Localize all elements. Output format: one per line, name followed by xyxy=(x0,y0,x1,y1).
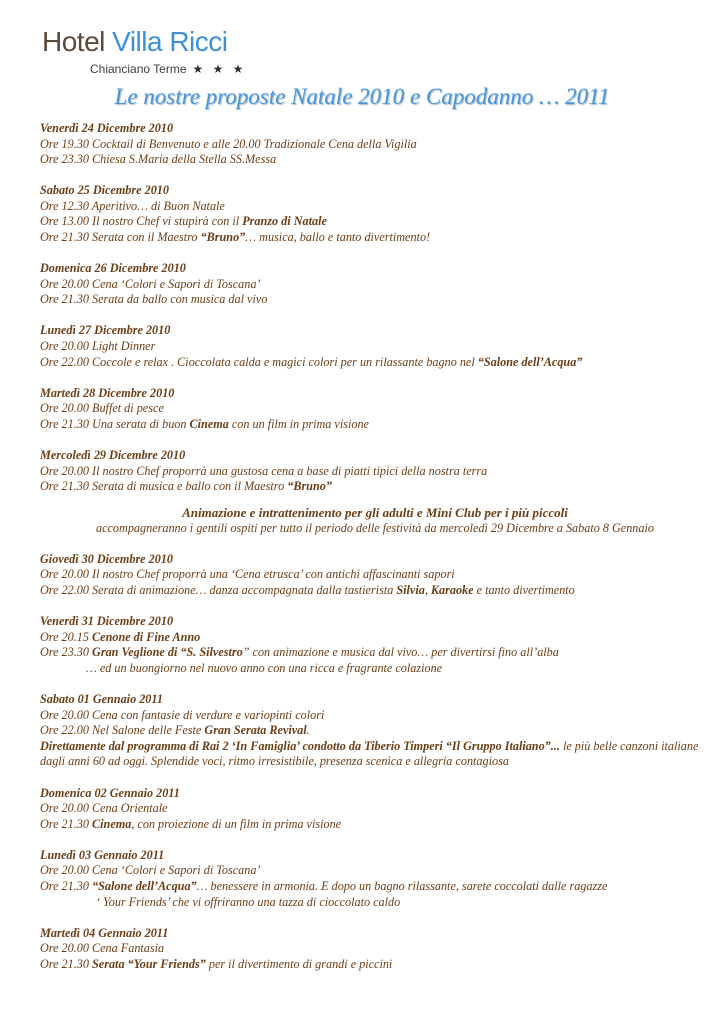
logo-subtitle xyxy=(90,62,246,76)
event-highlight: Karaoke xyxy=(430,583,474,598)
day-block-25-dec xyxy=(40,183,710,245)
event-line: Ore 20.00 Il nostro Chef proporrà una gustosa cena a base di piatti tipici della nostra terra xyxy=(40,463,488,478)
event-text: Ore 21.30 xyxy=(40,956,93,971)
event-line: … ed un buongiorno nel nuovo anno con una ricca e fragrante colazione xyxy=(86,660,443,675)
event-line xyxy=(40,355,710,371)
event-highlight: Gran Veglione di “S. Silvestro xyxy=(92,645,243,660)
day-block-26-dec xyxy=(40,261,710,308)
event-highlight: “Bruno” xyxy=(200,230,246,245)
day-title: Martedì 04 Gennaio 2011 xyxy=(40,925,169,940)
event-line xyxy=(40,630,710,646)
day-block-01-jan xyxy=(40,692,710,770)
event-text: Ore 21.30 Una serata di buon xyxy=(40,416,190,431)
day-title: Lunedì 03 Gennaio 2011 xyxy=(40,847,165,862)
day-title: Venerdì 24 Dicembre 2010 xyxy=(40,121,174,135)
event-text: , con proiezione di un film in prima visione xyxy=(131,816,342,831)
logo-location: Chianciano Terme xyxy=(90,62,187,76)
event-line xyxy=(40,583,710,599)
event-highlight: “Salone dell’Acqua” xyxy=(92,878,197,893)
event-text: . xyxy=(306,723,310,738)
day-title: Sabato 01 Gennaio 2011 xyxy=(40,692,163,707)
event-line xyxy=(40,817,710,833)
day-title: Domenica 02 Gennaio 2011 xyxy=(40,785,180,800)
event-line: Ore 20.00 Cena Orientale xyxy=(40,801,168,816)
event-text: Ore 21.30 Serata con il Maestro xyxy=(40,230,201,245)
event-line xyxy=(40,417,710,433)
hotel-logo xyxy=(42,26,228,58)
event-text: Ore 20.15 xyxy=(40,629,93,644)
day-block-02-jan xyxy=(40,786,710,833)
event-text: Ore 22.00 Coccole e relax . Cioccolata calda e magici colori per un rilassante bagno nel xyxy=(40,354,478,369)
event-line xyxy=(40,957,710,973)
event-line: Ore 20.00 Cena Fantasia xyxy=(40,941,165,956)
day-title: Venerdì 31 Dicembre 2010 xyxy=(40,614,174,629)
day-title: Giovedì 30 Dicembre 2010 xyxy=(40,551,174,566)
event-text: Ore 21.30 xyxy=(40,878,93,893)
event-highlight: “Salone dell’Acqua” xyxy=(477,354,583,369)
event-highlight: Serata “Your Friends” xyxy=(92,956,206,971)
event-text: , xyxy=(424,583,431,598)
event-text: Ore 13.00 Il nostro Chef vi stupirà con il xyxy=(40,214,243,229)
event-text: Ore 22.00 Nel Salone delle Feste xyxy=(40,723,205,738)
day-title: Sabato 25 Dicembre 2010 xyxy=(40,183,169,198)
day-title: Lunedì 27 Dicembre 2010 xyxy=(40,323,171,338)
day-block-31-dec xyxy=(40,614,710,676)
event-line: Ore 20.00 Cena con fantasie di verdure e variopinti colori xyxy=(40,707,325,722)
event-highlight: Cinema xyxy=(189,416,229,431)
event-text: con un film in prima visione xyxy=(228,416,369,431)
event-text: … benessere in armonia. E dopo un bagno rilassante, sarete coccolati dalle ragazze xyxy=(196,878,608,893)
event-highlight: Silvia xyxy=(396,583,425,598)
event-line xyxy=(40,723,710,739)
event-line: Ore 20.00 Il nostro Chef proporrà una ‘Cena etrusca’ con antichi affascinanti sapori xyxy=(40,567,455,582)
event-text: … musica, ballo e tanto divertimento! xyxy=(245,230,431,245)
day-title: Domenica 26 Dicembre 2010 xyxy=(40,261,186,276)
event-line: Ore 21.30 Serata da ballo con musica dal vivo xyxy=(40,292,268,307)
event-line xyxy=(40,645,710,661)
event-text: Ore 21.30 Serata di musica e ballo con il Maestro xyxy=(40,479,288,494)
program-schedule xyxy=(40,121,710,988)
event-text: le più belle canzoni italiane dagli anni 60 ad oggi. Splendide voci, ritmo irresistibile, presenza scenica e allegria contagiosa xyxy=(40,738,699,769)
event-text: per il divertimento di grandi e piccini xyxy=(205,956,393,971)
entertainment-banner xyxy=(40,504,710,537)
event-text: Ore 21.30 xyxy=(40,816,93,831)
event-line: ‘ Your Friends’ che vi offriranno una tazza di cioccolato caldo xyxy=(96,894,401,909)
event-line: Ore 12.30 Aperitivo… di Buon Natale xyxy=(40,198,225,213)
day-block-30-dec xyxy=(40,552,710,599)
event-line: Ore 20.00 Cena ‘Colori e Sapori di Toscana’ xyxy=(40,276,261,291)
event-text: Ore 23.30 xyxy=(40,645,93,660)
event-highlight: Cenone di Fine Anno xyxy=(92,629,201,644)
logo-word-villa-ricci: Villa Ricci xyxy=(112,26,228,57)
event-line: Ore 20.00 Buffet di pesce xyxy=(40,401,164,416)
day-title: Martedì 28 Dicembre 2010 xyxy=(40,385,175,400)
event-line xyxy=(40,479,710,495)
day-block-24-dec xyxy=(40,121,710,168)
event-line: Ore 23.30 Chiesa S.Maria della Stella SS.Messa xyxy=(40,152,277,167)
event-line xyxy=(40,214,710,230)
logo-word-hotel: Hotel xyxy=(42,26,113,57)
event-highlight: Pranzo di Natale xyxy=(242,214,327,229)
banner-subtitle: accompagneranno i gentili ospiti per tutto il periodo delle festività da mercoledì 29 Dicembre a Sabato 8 Gennaio xyxy=(96,521,654,536)
event-line: Ore 20.00 Light Dinner xyxy=(40,339,156,354)
banner-title: Animazione e intrattenimento per gli adulti e Mini Club per i più piccoli xyxy=(182,505,568,521)
event-highlight: Cinema xyxy=(92,816,132,831)
day-block-27-dec xyxy=(40,323,710,370)
day-block-29-dec xyxy=(40,448,710,495)
event-highlight: Direttamente dal programma di Rai 2 ‘In Famiglia’ condotto da Tiberio Timperi “Il Gruppo Italiano”... xyxy=(40,738,560,753)
day-title: Mercoledì 29 Dicembre 2010 xyxy=(40,448,186,462)
event-text: e tanto divertimento xyxy=(473,583,575,598)
event-highlight: “Bruno” xyxy=(287,479,332,494)
day-block-28-dec xyxy=(40,386,710,433)
star-rating-icon: ★ ★ ★ xyxy=(192,62,247,76)
event-line xyxy=(40,230,710,246)
event-text: ” con animazione e musica dal vivo… per divertirsi fino all’alba xyxy=(242,645,559,660)
day-block-03-jan xyxy=(40,848,710,910)
event-line: Ore 19.30 Cocktail di Benvenuto e alle 20.00 Tradizionale Cena della Vigilia xyxy=(40,136,417,151)
event-highlight: Gran Serata Revival xyxy=(204,723,307,738)
page-headline: Le nostre proposte Natale 2010 e Capodanno … 2011 xyxy=(114,84,610,109)
event-paragraph xyxy=(40,739,710,770)
event-line: Ore 20.00 Cena ‘Colori e Sapori di Toscana’ xyxy=(40,863,261,878)
event-text: Ore 22.00 Serata di animazione… danza accompagnata dalla tastierista xyxy=(40,583,397,598)
day-block-04-jan xyxy=(40,926,710,973)
event-line xyxy=(40,879,710,895)
